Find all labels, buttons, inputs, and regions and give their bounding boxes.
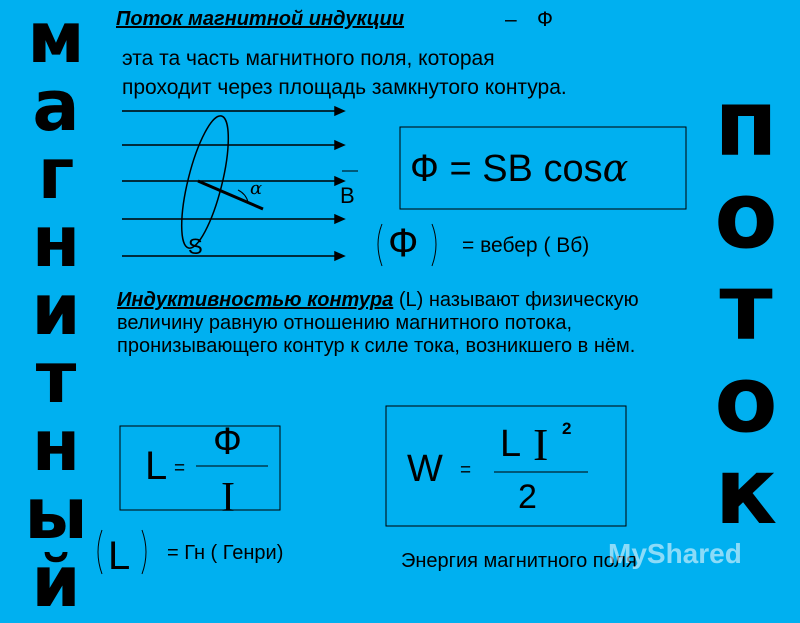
inductance-definition — [117, 289, 677, 358]
w-formula-i: I — [533, 419, 549, 470]
l-formula-box — [120, 426, 280, 510]
inductance-term: Индуктивностью контура — [117, 289, 394, 311]
w-formula-power: 2 — [562, 419, 572, 438]
w-formula-denominator: 2 — [518, 478, 537, 516]
flux-formula-text: Ф = SB cos — [410, 148, 603, 190]
flux-formula-angle: α — [602, 146, 629, 190]
arrowhead — [335, 107, 344, 115]
l-unit-bracket-left — [98, 530, 102, 574]
l-unit-bracket-right — [142, 530, 146, 574]
w-formula-equals: = — [460, 460, 472, 481]
flux-unit-text: = вебер ( Вб) — [462, 234, 590, 257]
contour-ellipse — [172, 112, 238, 252]
title-dash: – — [505, 8, 517, 31]
vertical-letter-5: т — [35, 337, 77, 419]
flux-symbol: Ф — [537, 8, 553, 31]
arrowhead — [335, 141, 344, 149]
vertical-letter-2: г — [37, 133, 75, 215]
vertical-letter-4: к — [714, 438, 778, 545]
definition-line-1: эта та часть магнитного поля, которая — [122, 47, 495, 70]
flux-unit-bracket-right — [432, 224, 436, 266]
l-unit-symbol: L — [108, 534, 131, 578]
vertical-letter-2: т — [719, 254, 773, 361]
l-formula-lhs: L — [145, 444, 168, 488]
angle-label: α — [250, 178, 263, 199]
vertical-letter-6: н — [31, 405, 81, 487]
watermark: MyShared — [608, 538, 742, 569]
vertical-letter-3: н — [31, 201, 81, 283]
definition-line-2: проходит через площадь замкнутого контура. — [122, 76, 567, 99]
b-label: B — [340, 183, 355, 208]
vertical-letter-0: п — [714, 70, 778, 177]
vertical-letter-0: м — [27, 0, 85, 79]
flux-formula — [410, 146, 628, 191]
vertical-letter-7: ы — [24, 473, 88, 555]
w-formula-lhs: W — [407, 448, 443, 490]
flux-unit-bracket-left — [378, 224, 382, 266]
page-title: Поток магнитной индукции — [116, 8, 405, 30]
l-formula-denominator: I — [221, 475, 235, 521]
l-unit-text: = Гн ( Генри) — [167, 542, 284, 564]
vertical-letter-4: и — [31, 269, 81, 351]
arrowhead — [335, 215, 344, 223]
l-formula-numerator: Ф — [213, 421, 242, 463]
vertical-letter-1: о — [714, 162, 778, 269]
flux-unit-symbol: Ф — [388, 221, 419, 265]
s-label: S — [188, 234, 203, 259]
energy-caption: Энергия магнитного поля — [401, 550, 637, 572]
w-formula-l: L — [500, 423, 522, 465]
vertical-letter-8: й — [31, 541, 81, 623]
vertical-letter-1: а — [32, 65, 80, 147]
inductance-text: (L) называют физическую величину равную отношению магнитного потока, пронизывающего контур к силе тока, возникшего в нём. — [117, 289, 639, 357]
arrowhead — [335, 252, 344, 260]
vertical-letter-3: о — [714, 346, 778, 453]
l-formula-equals: = — [174, 458, 186, 479]
